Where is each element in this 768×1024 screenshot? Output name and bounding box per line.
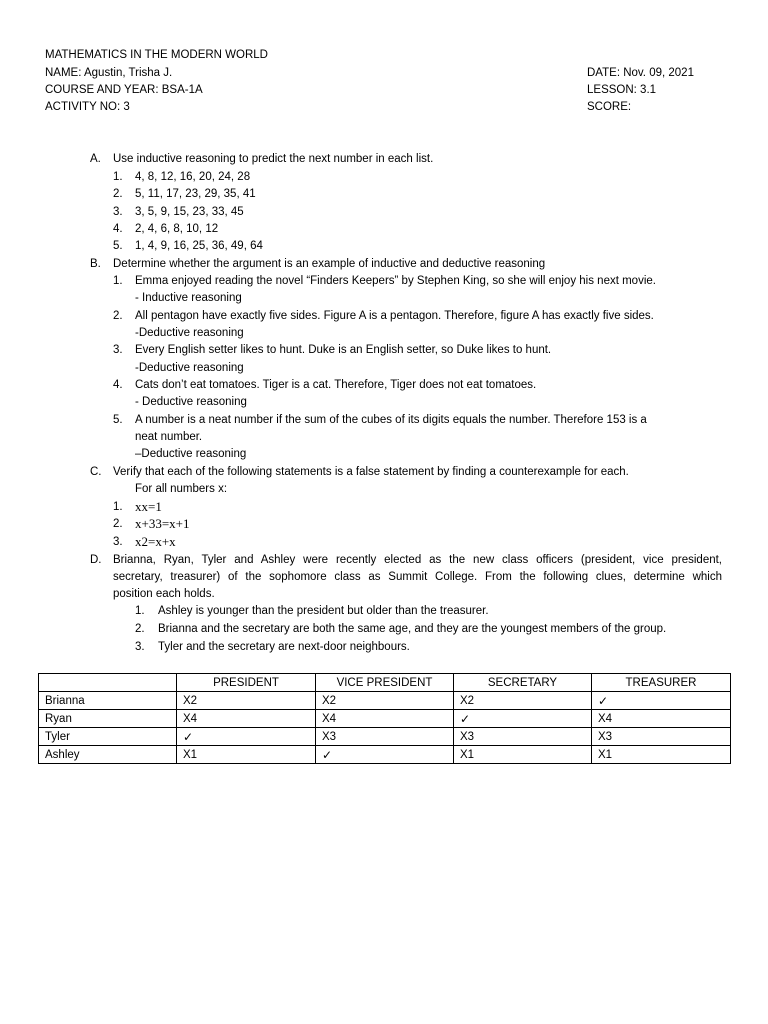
list-item-number: 3. bbox=[113, 536, 123, 548]
list-item-number: 1. bbox=[113, 275, 123, 287]
table-cell: X3 bbox=[592, 728, 731, 746]
table-cell bbox=[316, 746, 454, 764]
list-item-number: 4. bbox=[113, 223, 123, 235]
table-cell: X3 bbox=[454, 728, 592, 746]
answer-text: - Deductive reasoning bbox=[135, 396, 247, 408]
section-a-title: Use inductive reasoning to predict the next number in each list. bbox=[113, 153, 434, 165]
date-field: DATE: Nov. 09, 2021 bbox=[587, 67, 694, 79]
list-item-number: 2. bbox=[113, 310, 123, 322]
list-item-number: 2. bbox=[113, 188, 123, 200]
list-item: 3, 5, 9, 15, 23, 33, 45 bbox=[135, 206, 244, 218]
list-item-number: 5. bbox=[113, 414, 123, 426]
table-cell bbox=[454, 710, 592, 728]
activity-number: ACTIVITY NO: 3 bbox=[45, 101, 130, 113]
list-item-continued: neat number. bbox=[135, 431, 203, 443]
table-cell: X4 bbox=[592, 710, 731, 728]
table-cell: X2 bbox=[177, 692, 316, 710]
table-row bbox=[39, 692, 731, 710]
table-cell: X2 bbox=[454, 692, 592, 710]
table-cell bbox=[592, 692, 731, 710]
table-row bbox=[39, 710, 731, 728]
list-item-number: 2. bbox=[135, 623, 145, 635]
clue-item: Ashley is younger than the president but older than the treasurer. bbox=[158, 605, 489, 617]
answer-text: -Deductive reasoning bbox=[135, 327, 244, 339]
table-row bbox=[39, 728, 731, 746]
list-item: x+33=x+1 bbox=[135, 516, 190, 531]
course-year: COURSE AND YEAR: BSA-1A bbox=[45, 84, 203, 96]
section-b-letter: B. bbox=[90, 258, 101, 270]
table-cell: X1 bbox=[177, 746, 316, 764]
section-d-text-line-1: Brianna, Ryan, Tyler and Ashley were recently elected as the new class officers (president, vice president, bbox=[113, 554, 722, 566]
list-item: 4, 8, 12, 16, 20, 24, 28 bbox=[135, 171, 251, 183]
row-name-ryan: Ryan bbox=[39, 710, 177, 728]
list-item-number: 1. bbox=[113, 501, 123, 513]
list-item-number: 5. bbox=[113, 240, 123, 252]
list-item: 5, 11, 17, 23, 29, 35, 41 bbox=[135, 188, 256, 200]
table-cell: X4 bbox=[177, 710, 316, 728]
course-title: MATHEMATICS IN THE MODERN WORLD bbox=[45, 49, 268, 61]
list-item: 1, 4, 9, 16, 25, 36, 49, 64 bbox=[135, 240, 263, 252]
list-item-number: 1. bbox=[135, 605, 145, 617]
section-d-letter: D. bbox=[90, 554, 102, 566]
section-b-title: Determine whether the argument is an example of inductive and deductive reasoning bbox=[113, 258, 546, 270]
list-item: A number is a neat number if the sum of the cubes of its digits equals the number. Therefore 153 is a bbox=[135, 414, 647, 426]
section-c-title: Verify that each of the following statements is a false statement by finding a counterexample for each. bbox=[113, 466, 629, 478]
column-header-secretary: SECRETARY bbox=[454, 674, 592, 692]
section-a-letter: A. bbox=[90, 153, 101, 165]
table-cell bbox=[177, 728, 316, 746]
table-corner-cell bbox=[39, 674, 177, 692]
column-header-treasurer: TREASURER bbox=[592, 674, 731, 692]
answer-text: - Inductive reasoning bbox=[135, 292, 242, 304]
list-item: All pentagon have exactly five sides. Figure A is a pentagon. Therefore, figure A has exactly five sides. bbox=[135, 310, 654, 322]
table-cell: X2 bbox=[316, 692, 454, 710]
list-item-number: 4. bbox=[113, 379, 123, 391]
table-cell: X3 bbox=[316, 728, 454, 746]
check-mark-icon: ✓ bbox=[460, 711, 471, 726]
table-header-row bbox=[39, 674, 731, 692]
table-cell: X4 bbox=[316, 710, 454, 728]
list-item: 2, 4, 6, 8, 10, 12 bbox=[135, 223, 219, 235]
logic-grid-table bbox=[38, 673, 731, 764]
lesson-field: LESSON: 3.1 bbox=[587, 84, 657, 96]
list-item-number: 1. bbox=[113, 171, 123, 183]
answer-text: –Deductive reasoning bbox=[135, 448, 247, 460]
student-name: NAME: Agustin, Trisha J. bbox=[45, 67, 173, 79]
list-item-number: 3. bbox=[113, 344, 123, 356]
check-mark-icon: ✓ bbox=[183, 729, 194, 744]
table-row bbox=[39, 746, 731, 764]
section-c-letter: C. bbox=[90, 466, 102, 478]
answer-text: -Deductive reasoning bbox=[135, 362, 244, 374]
list-item-number: 3. bbox=[113, 206, 123, 218]
row-name-brianna: Brianna bbox=[39, 692, 177, 710]
column-header-president: PRESIDENT bbox=[177, 674, 316, 692]
list-item: Cats don’t eat tomatoes. Tiger is a cat. Therefore, Tiger does not eat tomatoes. bbox=[135, 379, 537, 391]
clue-item: Tyler and the secretary are next-door neighbours. bbox=[158, 641, 410, 653]
row-name-ashley: Ashley bbox=[39, 746, 177, 764]
table-cell: X1 bbox=[592, 746, 731, 764]
check-mark-icon: ✓ bbox=[322, 747, 333, 762]
list-item: Every English setter likes to hunt. Duke is an English setter, so Duke likes to hunt. bbox=[135, 344, 552, 356]
table-cell: X1 bbox=[454, 746, 592, 764]
list-item-number: 2. bbox=[113, 518, 123, 530]
clue-item: Brianna and the secretary are both the same age, and they are the youngest members of the group. bbox=[158, 623, 667, 635]
section-d-text-line-2: secretary, treasurer) of the sophomore class as Summit College. From the following clues, determine which bbox=[113, 571, 722, 583]
score-field: SCORE: bbox=[587, 101, 632, 113]
list-item: Emma enjoyed reading the novel “Finders Keepers” by Stephen King, so she will enjoy his next movie. bbox=[135, 275, 656, 287]
column-header-vice-president: VICE PRESIDENT bbox=[316, 674, 454, 692]
row-name-tyler: Tyler bbox=[39, 728, 177, 746]
list-item-number: 3. bbox=[135, 641, 145, 653]
check-mark-icon: ✓ bbox=[598, 693, 609, 708]
section-c-subtitle: For all numbers x: bbox=[135, 483, 228, 495]
section-d-text-line-3: position each holds. bbox=[113, 588, 215, 600]
list-item: xx=1 bbox=[135, 499, 162, 514]
list-item: x2=x+x bbox=[135, 534, 176, 549]
